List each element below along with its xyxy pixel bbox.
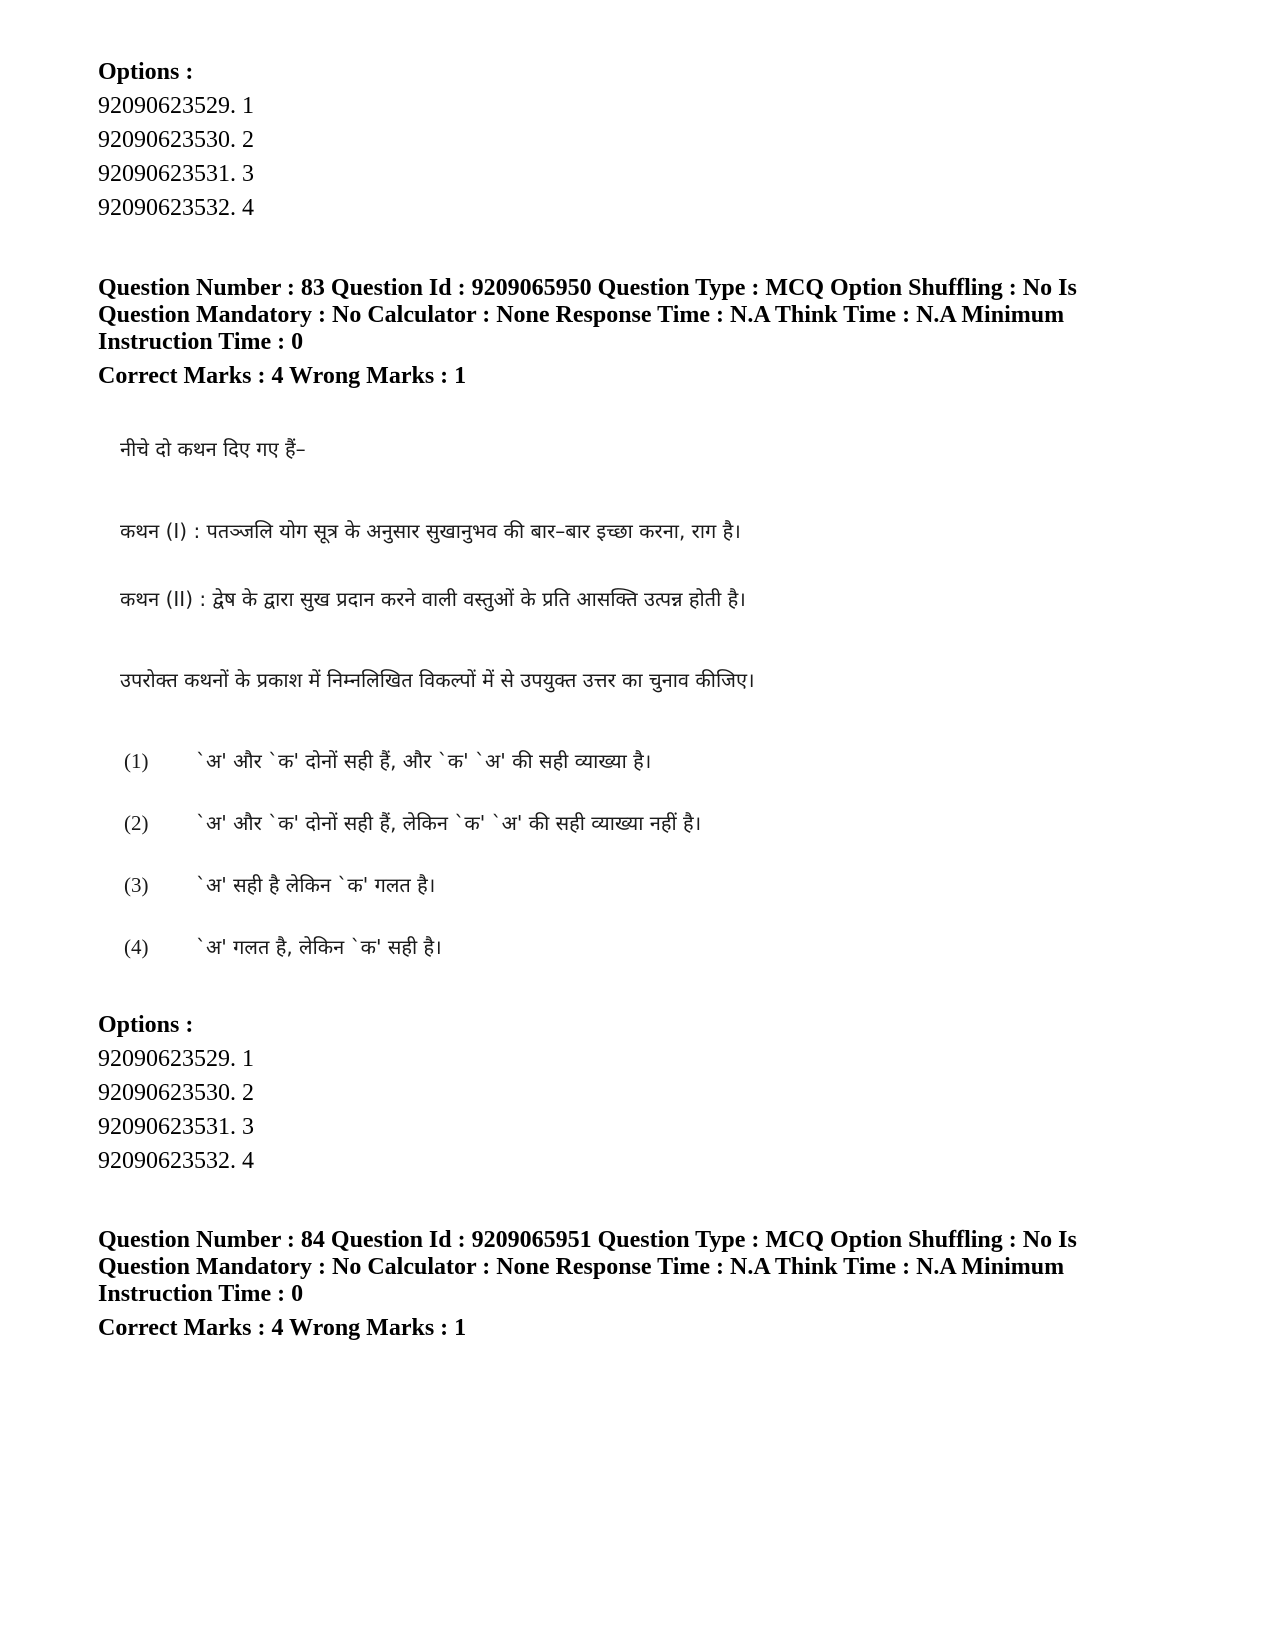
- statement-1: कथन (I) : पतञ्जलि योग सूत्र के अनुसार सुखानुभव की बार–बार इच्छा करना, राग है।: [120, 519, 741, 543]
- choice-text: `अ' और `क' दोनों सही हैं, और `क' `अ' की सही व्याख्या है।: [196, 749, 652, 773]
- option-item: 92090623530. 2: [98, 127, 254, 153]
- question-header: Question Mandatory : No Calculator : None Response Time : N.A Think Time : N.A Minimum: [98, 302, 1065, 328]
- option-item: 92090623529. 1: [98, 93, 254, 119]
- choice-text: `अ' गलत है, लेकिन `क' सही है।: [196, 935, 442, 959]
- question-instruction: उपरोक्त कथनों के प्रकाश में निम्नलिखित विकल्पों में से उपयुक्त उत्तर का चुनाव कीजिए।: [120, 668, 755, 692]
- choice-text: `अ' सही है लेकिन `क' गलत है।: [196, 873, 436, 897]
- marks-line: Correct Marks : 4 Wrong Marks : 1: [98, 1315, 467, 1341]
- choice-number: (1): [124, 749, 149, 773]
- question-header: Instruction Time : 0: [98, 329, 304, 355]
- option-item: 92090623532. 4: [98, 195, 254, 221]
- question-header: Question Number : 84 Question Id : 9209065951 Question Type : MCQ Option Shuffling : No Is: [98, 1227, 1077, 1253]
- choice-number: (4): [124, 935, 149, 959]
- option-item: 92090623531. 3: [98, 1114, 254, 1140]
- statement-2: कथन (II) : द्वेष के द्वारा सुख प्रदान करने वाली वस्तुओं के प्रति आसक्ति उत्पन्न होती है।: [120, 587, 746, 611]
- option-item: 92090623532. 4: [98, 1148, 254, 1174]
- question-header: Question Mandatory : No Calculator : None Response Time : N.A Think Time : N.A Minimum: [98, 1254, 1065, 1280]
- option-item: 92090623530. 2: [98, 1080, 254, 1106]
- option-item: 92090623531. 3: [98, 161, 254, 187]
- question-intro: नीचे दो कथन दिए गए हैं–: [120, 437, 306, 461]
- marks-line: Correct Marks : 4 Wrong Marks : 1: [98, 363, 467, 389]
- question-header: Instruction Time : 0: [98, 1281, 304, 1307]
- option-item: 92090623529. 1: [98, 1046, 254, 1072]
- choice-number: (3): [124, 873, 149, 897]
- choice-number: (2): [124, 811, 149, 835]
- question-header: Question Number : 83 Question Id : 9209065950 Question Type : MCQ Option Shuffling : No Is: [98, 275, 1077, 301]
- options-label: Options :: [98, 59, 194, 85]
- choice-text: `अ' और `क' दोनों सही हैं, लेकिन `क' `अ' की सही व्याख्या नहीं है।: [196, 811, 702, 835]
- options-label: Options :: [98, 1012, 194, 1038]
